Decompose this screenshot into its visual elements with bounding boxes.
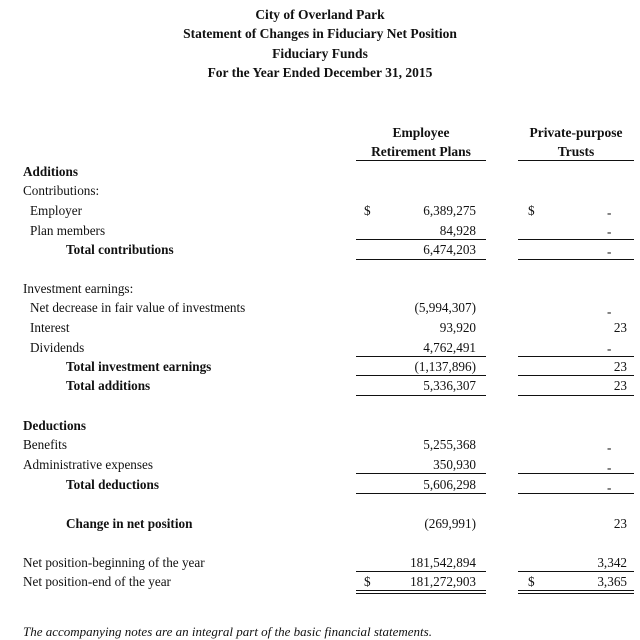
ending-col1: 181,272,903 (410, 574, 476, 589)
net-decrease-col1: (5,994,307) (414, 300, 476, 315)
interest-col1: 93,920 (439, 320, 476, 335)
employer-label: Employer (30, 203, 83, 218)
total-deductions-label: Total deductions (66, 477, 159, 492)
invest-total-line-col1 (356, 375, 486, 376)
employer-col1: 6,389,275 (423, 203, 476, 218)
change-col2: 23 (613, 516, 627, 531)
total-investment-col1: (1,137,896) (414, 359, 476, 374)
deductions-total-line-col1 (356, 493, 486, 494)
contrib-subtotal-line-col1 (356, 239, 486, 240)
benefits-col1: 5,255,368 (423, 437, 476, 452)
dividends-col2: - (607, 341, 612, 356)
additions-heading: Additions (23, 164, 78, 179)
plan-members-col1: 84,928 (439, 223, 476, 238)
dividends-col1: 4,762,491 (423, 340, 476, 355)
ending-col2: 3,365 (597, 574, 627, 589)
beginning-line-col2 (518, 571, 634, 572)
employer-currency-col2: $ (528, 203, 535, 218)
total-additions-label: Total additions (66, 378, 151, 393)
col2-header-underline (518, 160, 634, 161)
contributions-label: Contributions: (23, 183, 100, 198)
total-contrib-line-col2 (518, 259, 634, 260)
col2-header-line1: Private-purpose (529, 125, 623, 140)
total-investment-label: Total investment earnings (66, 359, 212, 374)
deductions-total-line-col2 (518, 493, 634, 494)
ending-double-line-1-col2 (518, 590, 634, 591)
invest-subtotal-line-col2 (518, 356, 634, 357)
total-additions-col2: 23 (613, 378, 627, 393)
benefits-col2: - (607, 440, 612, 455)
total-contributions-col2: - (607, 244, 612, 259)
net-decrease-label: Net decrease in fair value of investments (30, 300, 246, 315)
dividends-label: Dividends (30, 340, 85, 355)
beginning-label: Net position-beginning of the year (23, 555, 205, 570)
total-contributions-col1: 6,474,203 (423, 242, 476, 257)
beginning-col2: 3,342 (597, 555, 627, 570)
deductions-heading: Deductions (23, 418, 87, 433)
ending-label: Net position-end of the year (23, 574, 171, 589)
col1-header-line2: Retirement Plans (371, 144, 471, 159)
invest-subtotal-line-col1 (356, 356, 486, 357)
ending-currency-col2: $ (528, 574, 535, 589)
benefits-label: Benefits (23, 437, 67, 452)
change-col1: (269,991) (424, 516, 476, 531)
employer-col2: - (607, 205, 612, 220)
admin-expenses-col2: - (607, 460, 612, 475)
invest-total-line-col2 (518, 375, 634, 376)
ending-currency-col1: $ (364, 574, 371, 589)
total-investment-col2: 23 (613, 359, 627, 374)
footnote: The accompanying notes are an integral part of the basic financial statements. (23, 624, 432, 639)
investment-earnings-label: Investment earnings: (23, 281, 134, 296)
col2-header-line2: Trusts (557, 144, 595, 159)
deductions-subtotal-line-col2 (518, 473, 634, 474)
interest-label: Interest (30, 320, 70, 335)
statement-title: Statement of Changes in Fiduciary Net Position (183, 26, 457, 41)
admin-expenses-col1: 350,930 (433, 457, 476, 472)
col1-header-underline (356, 160, 486, 161)
interest-col2: 23 (613, 320, 627, 335)
beginning-line-col1 (356, 571, 486, 572)
total-deductions-col1: 5,606,298 (423, 477, 476, 492)
change-label: Change in net position (66, 516, 193, 531)
additions-total-line-col2 (518, 395, 634, 396)
total-deductions-col2: - (607, 480, 612, 495)
entity-name: City of Overland Park (255, 7, 385, 22)
fund-type: Fiduciary Funds (272, 46, 368, 61)
beginning-col1: 181,542,894 (410, 555, 476, 570)
employer-currency-col1: $ (364, 203, 371, 218)
additions-total-line-col1 (356, 395, 486, 396)
plan-members-label: Plan members (30, 223, 106, 238)
ending-double-line-1-col1 (356, 590, 486, 591)
contrib-subtotal-line-col2 (518, 239, 634, 240)
deductions-subtotal-line-col1 (356, 473, 486, 474)
plan-members-col2: - (607, 224, 612, 239)
period: For the Year Ended December 31, 2015 (207, 65, 433, 80)
total-additions-col1: 5,336,307 (423, 378, 476, 393)
net-decrease-col2: - (607, 304, 612, 319)
total-contrib-line-col1 (356, 259, 486, 260)
col1-header-line1: Employee (392, 125, 450, 140)
ending-double-line-2-col2 (518, 593, 634, 594)
admin-expenses-label: Administrative expenses (23, 457, 154, 472)
ending-double-line-2-col1 (356, 593, 486, 594)
total-contributions-label: Total contributions (66, 242, 174, 257)
